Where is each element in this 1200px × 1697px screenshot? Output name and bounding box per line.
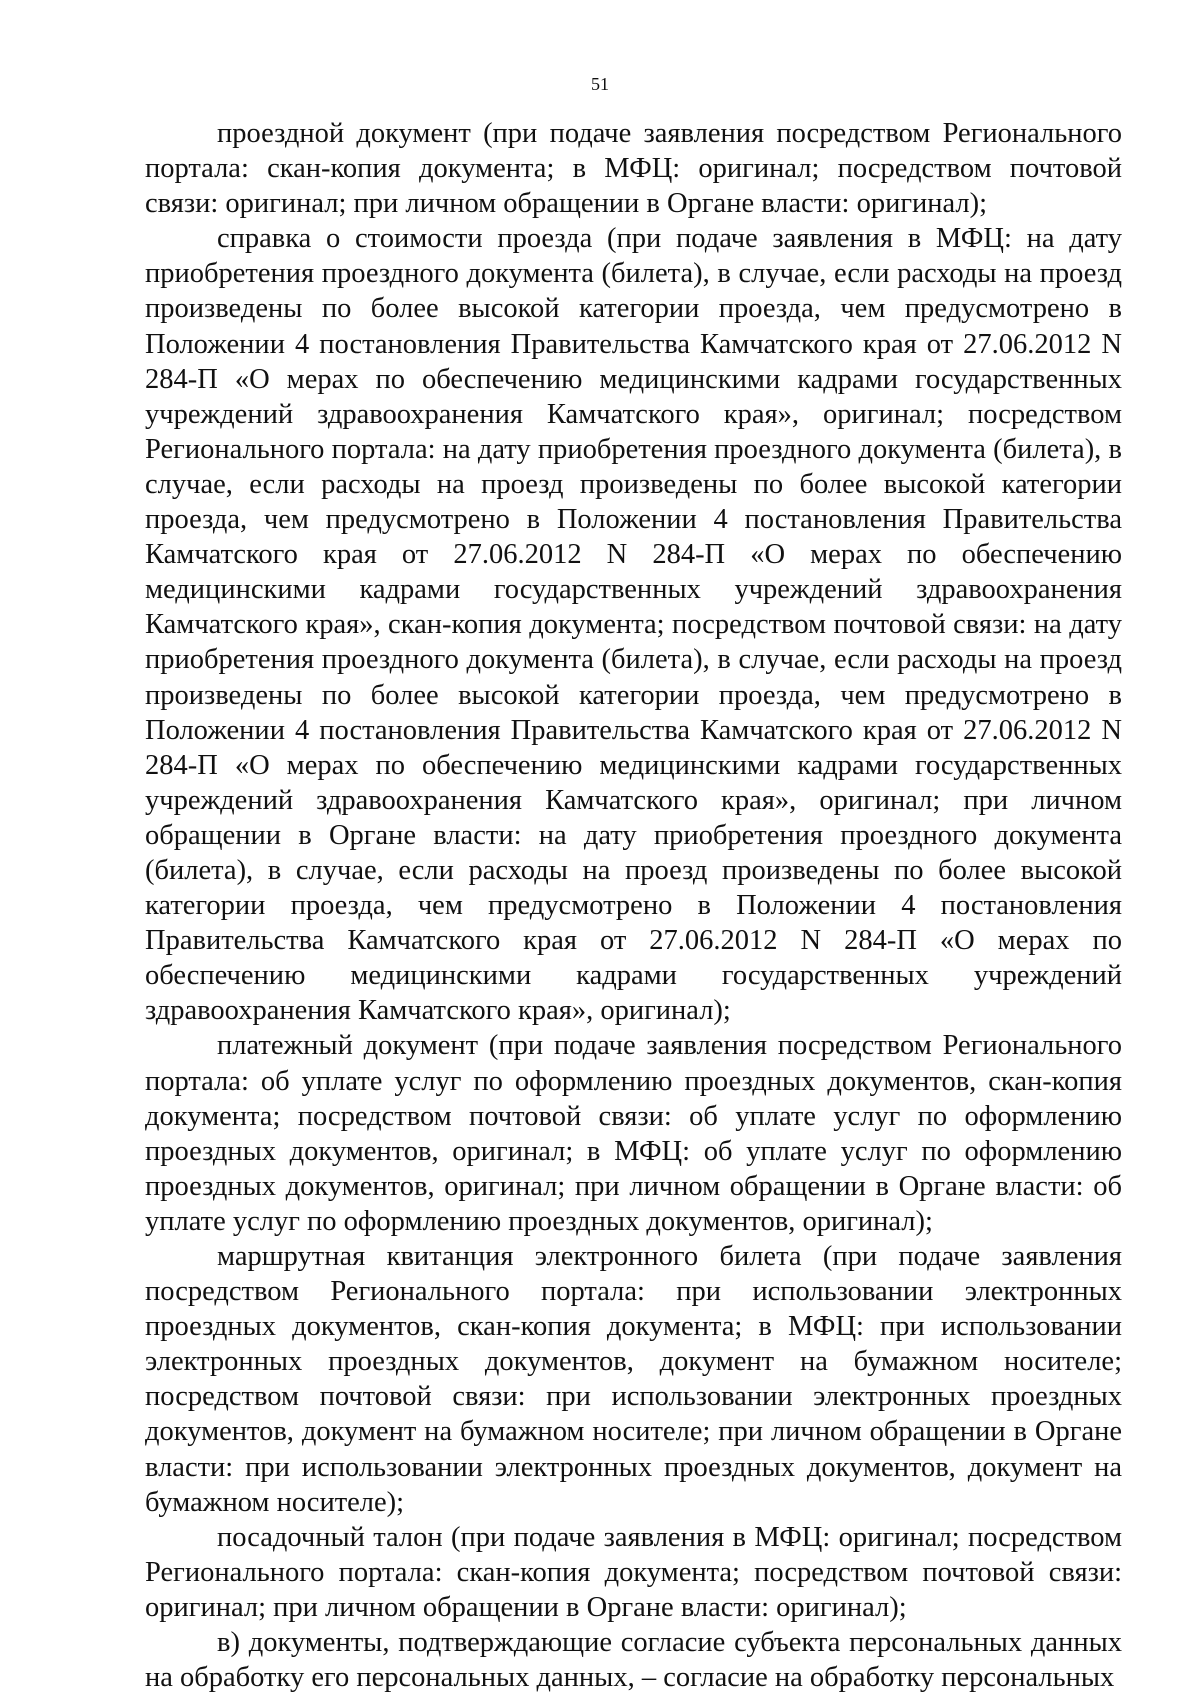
paragraph-payment-document: платежный документ (при подаче заявления посредством Регионального портала: об уплате услуг по оформлению проездных документов, скан-копия документа; посредством почтовой связи: об уплате услуг по оформлению проездных документов, оригинал; в МФЦ: об уплате услуг по оформлению проездных документов, оригинал; при личном обращении в Органе власти: об уплате услуг по оформлению проездных документов, оригинал); xyxy=(145,1030,1122,1237)
paragraph-e-ticket-receipt: маршрутная квитанция электронного билета (при подаче заявления посредством Регионального портала: при использовании электронных проездных документов, скан-копия документа; в МФЦ: при использовании электронных проездных документов, документ на бумажном носителе; посредством почтовой связи: при использовании электронных проездных документов, документ на бумажном носителе; при личном обращении в Органе власти: при использовании электронных проездных документов, документ на бумажном носителе); xyxy=(145,1241,1122,1518)
paragraph-travel-document: проездной документ (при подаче заявления посредством Регионального портала: скан-копия документа; в МФЦ: оригинал; посредством почтовой связи: оригинал; при личном обращении в Органе власти: оригинал); xyxy=(145,118,1122,220)
paragraph-boarding-pass: посадочный талон (при подаче заявления в МФЦ: оригинал; посредством Регионального портала: скан-копия документа; посредством почтовой связи: оригинал; при личном обращении в Органе власти: оригинал); xyxy=(145,1521,1122,1623)
document-body xyxy=(145,116,1122,1695)
paragraph-fare-certificate: справка о стоимости проезда (при подаче заявления в МФЦ: на дату приобретения проездного документа (билета), в случае, если расходы на проезд произведены по более высокой категории проезда, чем предусмотрено в Положении 4 постановления Правительства Камчатского края от 27.06.2012 N 284-П «О мерах по обеспечению медицинскими кадрами государственных учреждений здравоохранения Камчатского края», оригинал; посредством Регионального портала: на дату приобретения проездного документа (билета), в случае, если расходы на проезд произведены по более высокой категории проезда, чем предусмотрено в Положении 4 постановления Правительства Камчатского края от 27.06.2012 N 284-П «О мерах по обеспечению медицинскими кадрами государственных учреждений здравоохранения Камчатского края», скан-копия документа; посредством почтовой связи: на дату приобретения проездного документа (билета), в случае, если расходы на проезд произведены по более высокой категории проезда, чем предусмотрено в Положении 4 постановления Правительства Камчатского края от 27.06.2012 N 284-П «О мерах по обеспечению медицинскими кадрами государственных учреждений здравоохранения Камчатского края», оригинал; при личном обращении в Органе власти: на дату приобретения проездного документа (билета), в случае, если расходы на проезд произведены по более высокой категории проезда, чем предусмотрено в Положении 4 постановления Правительства Камчатского края от 27.06.2012 N 284-П «О мерах по обеспечению медицинскими кадрами государственных учреждений здравоохранения Камчатского края», оригинал); xyxy=(145,223,1122,1027)
page-number: 51 xyxy=(591,74,609,94)
paragraph-personal-data-consent: в) документы, подтверждающие согласие субъекта персональных данных на обработку его персональных данных, – согласие на обработку персональных xyxy=(145,1627,1122,1694)
